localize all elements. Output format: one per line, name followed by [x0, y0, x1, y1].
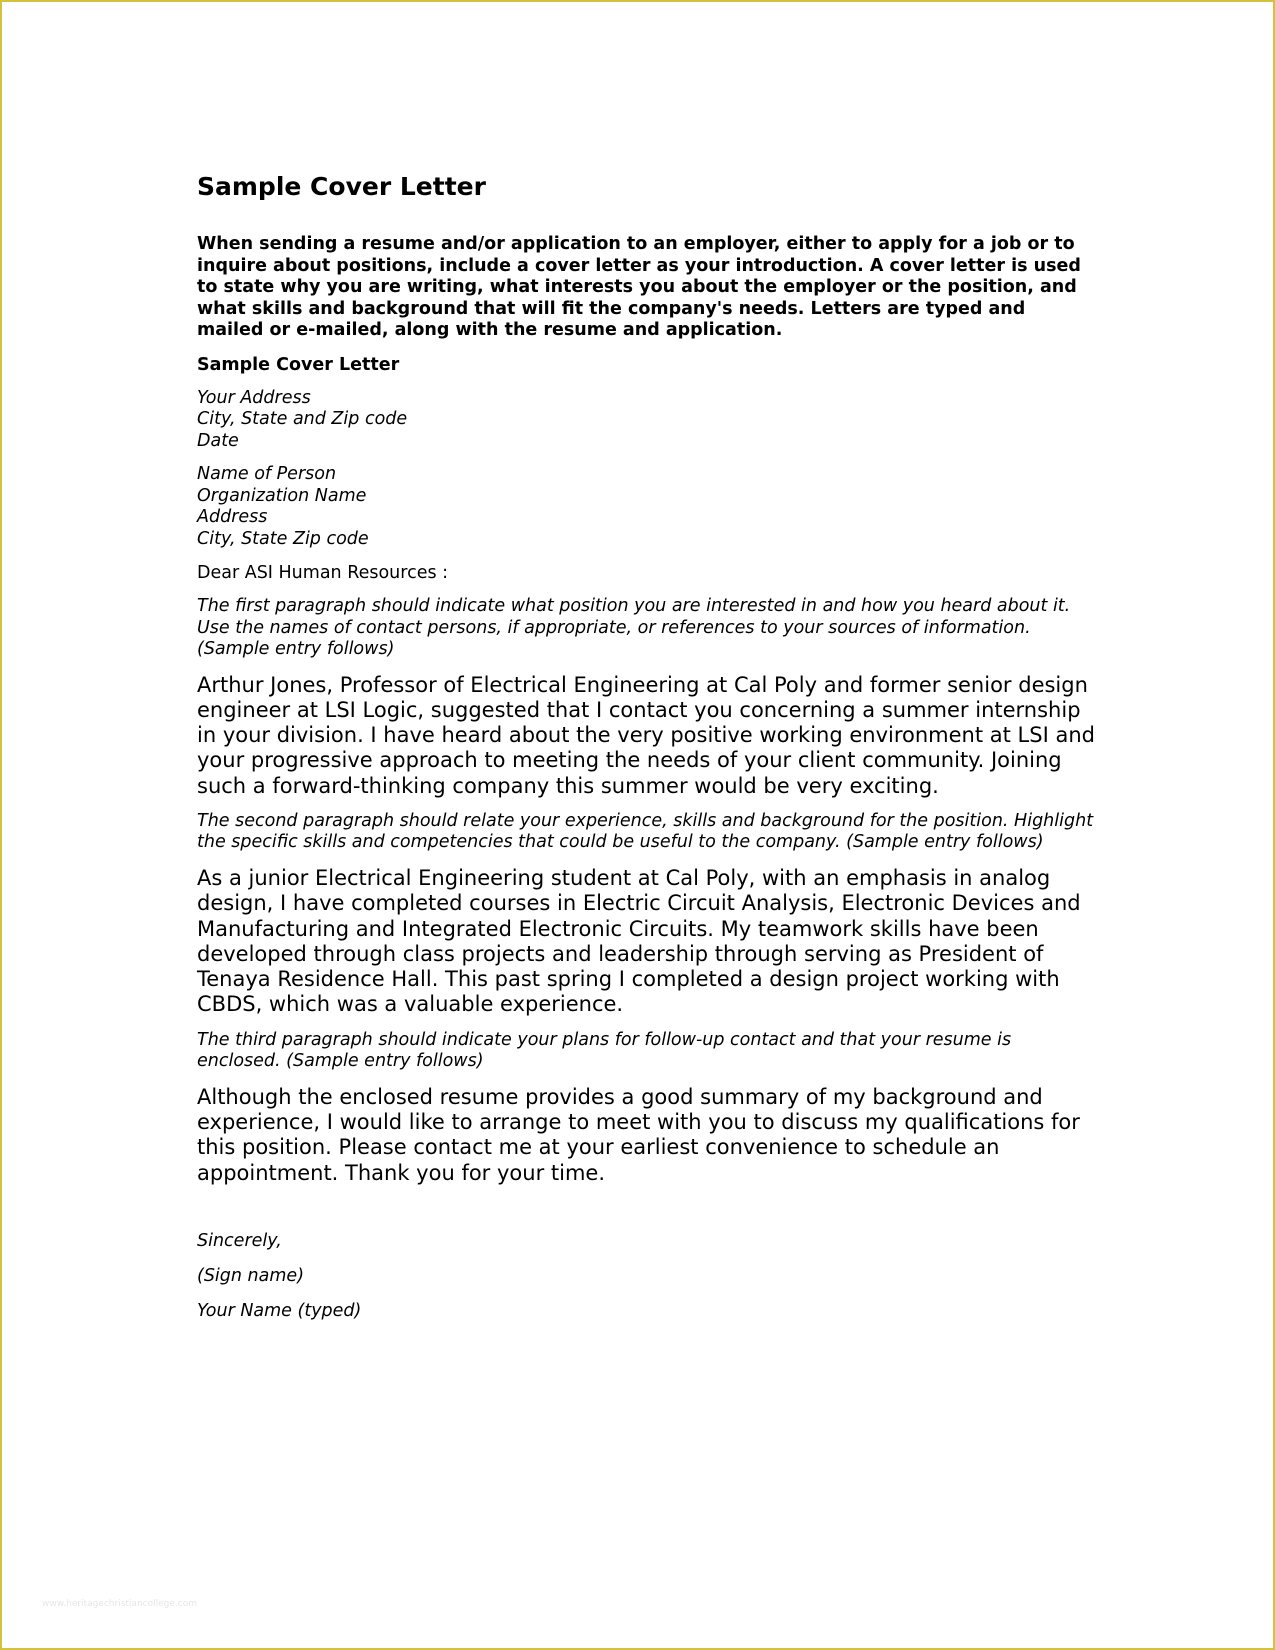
sender-date: Date — [197, 430, 239, 451]
recipient-address: Address — [197, 507, 268, 527]
body-paragraph-2: As a junior Electrical Engineering student at Cal Poly, with an emphasis in analog design, I have completed courses in Electric Circuit Analysis, Electronic Devices and Manufacturing and Integrated Electronic Circuits. My teamwork skills have been developed through class projects and leadership through serving as President of Tenaya Residence Hall. This past spring I completed a design project working with CBDS, which was a valuable experience. — [197, 865, 1081, 1017]
page-title: Sample Cover Letter — [197, 172, 486, 201]
closing-line: Sincerely, — [197, 1230, 282, 1251]
recipient-organization: Organization Name — [197, 485, 367, 506]
signature-line: (Sign name) — [197, 1265, 305, 1286]
body-paragraph-3: Although the enclosed resume provides a good summary of my background and experience, I would like to arrange to meet with you to discuss my qualifications for this position. Please contact me at your earliest convenience to schedule an appointment. Thank you for your time. — [197, 1084, 1080, 1185]
intro-paragraph: When sending a resume and/or application to an employer, either to apply for a job or to inquire about positions, include a cover letter as your introduction. A cover letter is used to state why you are writing, what interests you about the employer or the position, and what skills and background that will fit the company's needs. Letters are typed and mailed or e-mailed, along with the resume and application. — [197, 234, 1081, 340]
section-subtitle: Sample Cover Letter — [197, 354, 400, 375]
closing-spacer — [197, 1198, 1097, 1230]
instruction-third-paragraph: The third paragraph should indicate your plans for follow-up contact and that your resume is enclosed. (Sample entry follows) — [197, 1029, 1012, 1072]
recipient-block — [197, 464, 1097, 550]
recipient-city-state-zip: City, State Zip code — [197, 528, 369, 549]
watermark-text: www.heritagechristiancollege.com — [42, 1599, 197, 1609]
recipient-name: Name of Person — [197, 464, 337, 484]
instruction-second-paragraph: The second paragraph should relate your experience, skills and background for the position. Highlight the specific skills and competencies that could be useful to the company. (Sample entry follows) — [197, 810, 1094, 853]
salutation: Dear ASI Human Resources : — [197, 563, 449, 583]
instruction-first-paragraph: The first paragraph should indicate what position you are interested in and how you heard about it. Use the names of contact persons, if appropriate, or references to your sources of information. (Sample entry follows) — [197, 596, 1071, 659]
body-paragraph-1: Arthur Jones, Professor of Electrical Engineering at Cal Poly and former senior design engineer at LSI Logic, suggested that I contact you concerning a summer internship in your division. I have heard about the very positive working environment at LSI and your progressive approach to meeting the needs of your client community. Joining such a forward-thinking company this summer would be very exciting. — [197, 672, 1095, 798]
sender-address: Your Address — [197, 387, 311, 408]
sender-city-state-zip: City, State and Zip code — [197, 409, 408, 429]
typed-name-line: Your Name (typed) — [197, 1300, 362, 1321]
sender-block — [197, 388, 1097, 453]
letter-content — [197, 170, 1097, 1335]
